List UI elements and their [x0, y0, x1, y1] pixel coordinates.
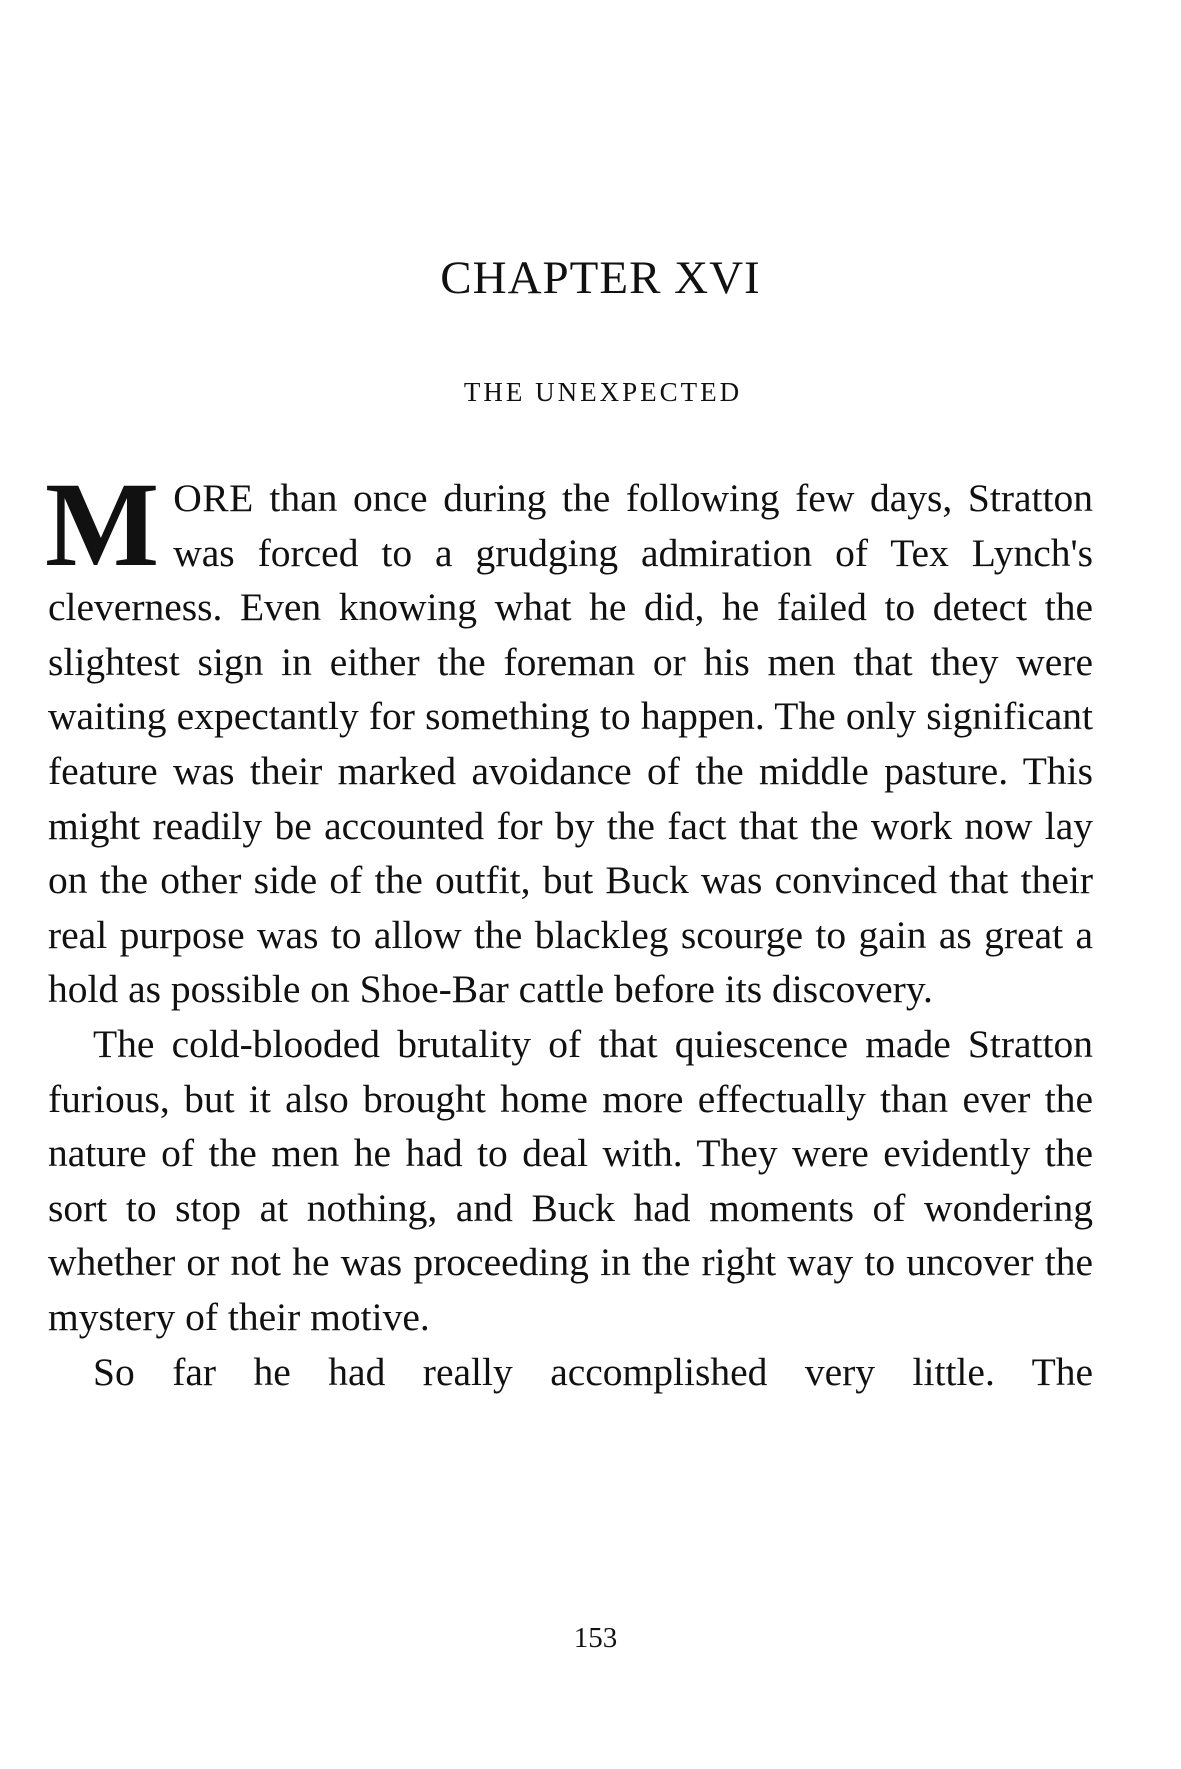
chapter-subtitle: THE UNEXPECTED [463, 377, 743, 407]
paragraph-1-text: than once during the following few days, Stratton was forced to a grudging admiration of Tex Lynch's cleverness. Even knowing what he did, he failed to detect the slightest sign in either the foreman or his men that they were waiting expectantly for something to happen. The only significant feature was their marked avoidance of the middle pasture. This might readily be accounted for by the fact that the work now lay on the other side of the outfit, but Buck was convinced that their real purpose was to allow the blackleg scourge to gain as great a hold as possible on Shoe-Bar cattle before its discovery. [48, 476, 1093, 1012]
first-word-rest: ORE [173, 476, 254, 520]
paragraph-2-text: The cold-blooded brutality of that quiescence made Stratton furious, but it also brought home more effectually than ever the nature of the men he had to deal with. They were evidently the sort to stop at nothing, and Buck had moments of wondering whether or not he was proceeding in the right way to uncover the mystery of their motive. [48, 1021, 1093, 1339]
page-number: 153 [573, 1622, 618, 1654]
chapter-title: CHAPTER XVI [440, 252, 761, 304]
paragraph-1 [45, 458, 1093, 1017]
drop-cap: M [45, 458, 160, 592]
paragraph-3-text: So far he had really accomplished very little. The [93, 1349, 1093, 1394]
body-text [45, 458, 1093, 1399]
paragraph-2 [48, 1017, 1093, 1345]
paragraph-3 [48, 1345, 1093, 1400]
